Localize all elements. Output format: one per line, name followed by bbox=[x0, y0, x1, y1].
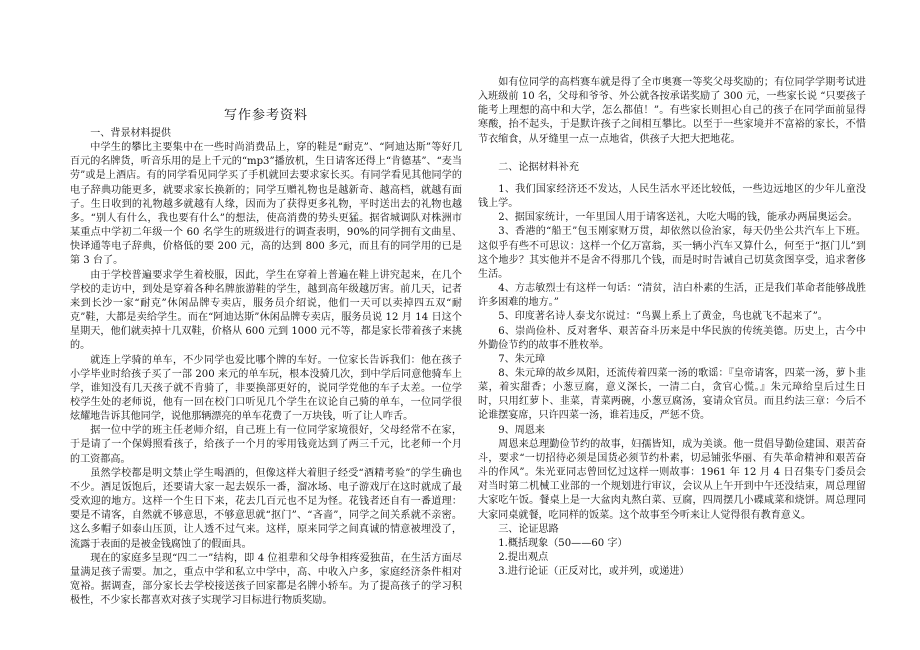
paragraph: 据一位中学的班主任老师介绍，自己班上有一位同学家境很好，父母经常不在家，于是请了一个保姆照看孩子，给孩子一个月的零用钱竟达到了两三千元，比老师一个月的工资都高。 bbox=[70, 425, 462, 465]
evidence-item: 8、朱元璋的故乡凤阳，还流传着四菜一汤的歌谣：『皇帝请客，四菜一汤，萝卜韭菜，着实甜香；小葱豆腐，意义深长，一清二白，贪官心慌。』朱元璋给皇后过生日时，只用红萝卜、韭菜，青菜两碗，小葱豆腐汤，宴请众官员。而且约法三章：今后不论谁摆宴席，只许四菜一汤，谁若违反，严惩不贷。 bbox=[478, 367, 866, 422]
section-heading-argument: 三、论证思路 bbox=[498, 523, 559, 535]
evidence-item: 3、香港的“船王”包玉刚家财万贯，却依然以俭治家，每天仍坐公共汽车上下班。这似乎有些不可思议：这样一个亿万富翁，买一辆小汽车又算什么，何至于“抠门儿”到这个地步？其实他并不是舍不得那几个钱，而是时时告诫自己切莫贪图享受，追求奢侈生活。 bbox=[478, 226, 866, 280]
evidence-item: 4、方志敏烈士有这样一句话：“清贫，洁白朴素的生活，正是我们革命者能够战胜许多困难的地方。” bbox=[478, 283, 866, 309]
evidence-item: 6、崇尚俭朴、反对奢华、艰苦奋斗历来是中华民族的传统美德。历史上，古今中外勤俭节约的故事不胜枚举。 bbox=[478, 325, 866, 351]
paragraph: 如有位同学的高档赛车就是得了全市奥赛一等奖父母奖励的；有位同学学期考试进入班级前 10 名，父母和爷爷、外公就各按承诺奖励了 300 元，一些家长说 “只要孩子能考上理想的高中和大学，怎么都值！”。有些家长则担心自己的孩子在同学面前显得寒酸，抬不起头，于是默许孩子之间相互攀比。以至于一些家境并不富裕的家长，不惜节衣缩食，从牙缝里一点一点地省，供孩子大把大把地花。 bbox=[478, 77, 866, 145]
right-column bbox=[478, 76, 866, 579]
evidence-item: 2、据国家统计，一年里国人用于请客送礼，大吃大喝的钱，能承办两届奥运会。 bbox=[498, 212, 858, 224]
evidence-item: 9、周恩来 bbox=[498, 424, 545, 436]
evidence-item: 1、我们国家经济还不发达，人民生活水平还比较低，一些边远地区的少年儿童没钱上学。 bbox=[478, 183, 866, 210]
section-heading-evidence: 二、论据材料补充 bbox=[498, 161, 579, 173]
outline-item: 1.概括现象（50——60 字） bbox=[498, 537, 628, 549]
paragraph: 就连上学骑的单车，不少同学也爱比哪个牌的车好。一位家长告诉我们：他在孩子小学毕业时给孩子买了一部 200 来元的单车玩，根本没骑几次，到中学后同意他骑车上学，谁知没有几天孩子就不肯骑了，非要换部更好的，说同学党他的车子太差。一位学校学生处的老师说，他有一回在校门口听见几个学生在议论自己骑的单车，一位同学很炫耀地告诉其他同学，说他那辆漂亮的单车花费了一万块钱，听了让人咋舌。 bbox=[70, 354, 462, 423]
paragraph: 由于学校普遍要求学生着校服，因此，学生在穿着上普遍在鞋上讲究起来，在几个学校的走访中，到处是穿着各种名牌旅游鞋的学生，越到高年级越厉害。前几天，记者来到长沙一家“耐克”休闲品牌专卖店，服务员介绍说，他们一天可以卖掉四五双“耐克”鞋，大都是卖给学生。而在“阿迪达斯”休闲品牌专卖店，服务员说 12 月 14 日这个星期天，他们就卖掉十几双鞋，价格从 600 元到 1000 元不等，都是家长带着孩子来挑的。 bbox=[70, 269, 462, 352]
evidence-item: 5、印度著名诗人泰戈尔说过：“鸟翼上系上了黄金，鸟也就飞不起来了”。 bbox=[498, 311, 828, 323]
paragraph: 虽然学校都是明文禁止学生喝酒的，但像这样大着胆子经受“酒精考验”的学生确也不少。酒足饭饱后，还要请大家一起去娱乐一番，溜冰场、电子游戏厅在这时就成了最受欢迎的地方。这样一个生日下来，花去几百元也不足为怪。花钱者还自有一番道理：要是不请客，自然就不够意思，不够意思就“抠门”、“吝啬”，同学之间关系就不亲密。这么多帽子如泰山压顶，让人透不过气来。这样，原来同学之间真诚的情意被埋没了，流露于表面的是被金钱腐蚀了的假面具。 bbox=[70, 467, 462, 550]
evidence-item: 7、朱元璋 bbox=[498, 353, 545, 365]
paragraph: 现在的家庭多呈现“四二一”结构，即 4 位祖辈和父母争相疼爱独苗，在生活方面尽量满足孩子需要。加之，重点中学和私立中学中，高、中收入户多，家庭经济条件相对宽裕。据调查，部分家长去学校接送孩子回家都是名牌小轿车。为了提高孩子的学习积极性，不少家长都喜欢对孩子实现学习目标进行物质奖励。 bbox=[70, 552, 462, 607]
paragraph: 周恩来总理勤俭节约的故事，妇孺皆知，成为美谈。他一贯倡导勤俭建国、艰苦奋斗，要求“一切招待必须是国货必须节约朴素，切忌铺张华丽、有失革命精神和艰苦奋斗的作风”。朱光亚同志曾回忆过这样一则故事：1961 年 12 月 4 日召集专门委员会对当时第二机械工业部的一个规划进行审议，会议从上午开到中午还没结束，周总理留大家吃午饭。餐桌上是一大盆肉丸熬白菜、豆腐，四周摆几小碟咸菜和烧饼。周总理同大家同桌就餐，吃同样的饭菜。这个故事至今听来让人觉得很有教育意义。 bbox=[478, 438, 866, 521]
outline-item: 3.进行论证（正反对比，或并列，或递进） bbox=[498, 566, 690, 578]
document-title: 写作参考资料 bbox=[223, 108, 308, 123]
outline-item: 2.提出观点 bbox=[498, 552, 549, 563]
section-heading-background: 一、背景材料提供 bbox=[90, 128, 171, 139]
left-column bbox=[70, 90, 462, 608]
paragraph: 中学生的攀比主要集中在一些时尚消费品上，穿的鞋是“耐克”、“阿迪达斯”等好几百元的名牌货，听音乐用的是上千元的“mp3”播放机，生日请客还得上“肯德基”、“麦当劳”或是上酒店。有的同学看见同学买了手机就回去要求家长买。有同学看见其他同学的电子辞典功能更多，就要求家长换新的；同学互赠礼物也是越新奇、越高档，就越有面子。生日收到的礼物越多就越有人缘，因而为了获得更多礼物，平时送出去的礼物也越多。“别人有什么，我也要有什么”的想法，使高消费的势头更猛。据省城调队对株洲市某重点中学初二年级一个 60 名学生的班级进行的调查表明，90%的同学拥有文曲星、快译通等电子辞典，价格低的要 200 元，高的达到 800 多元，而且有的同学用的已是第 3 台了。 bbox=[70, 142, 462, 267]
